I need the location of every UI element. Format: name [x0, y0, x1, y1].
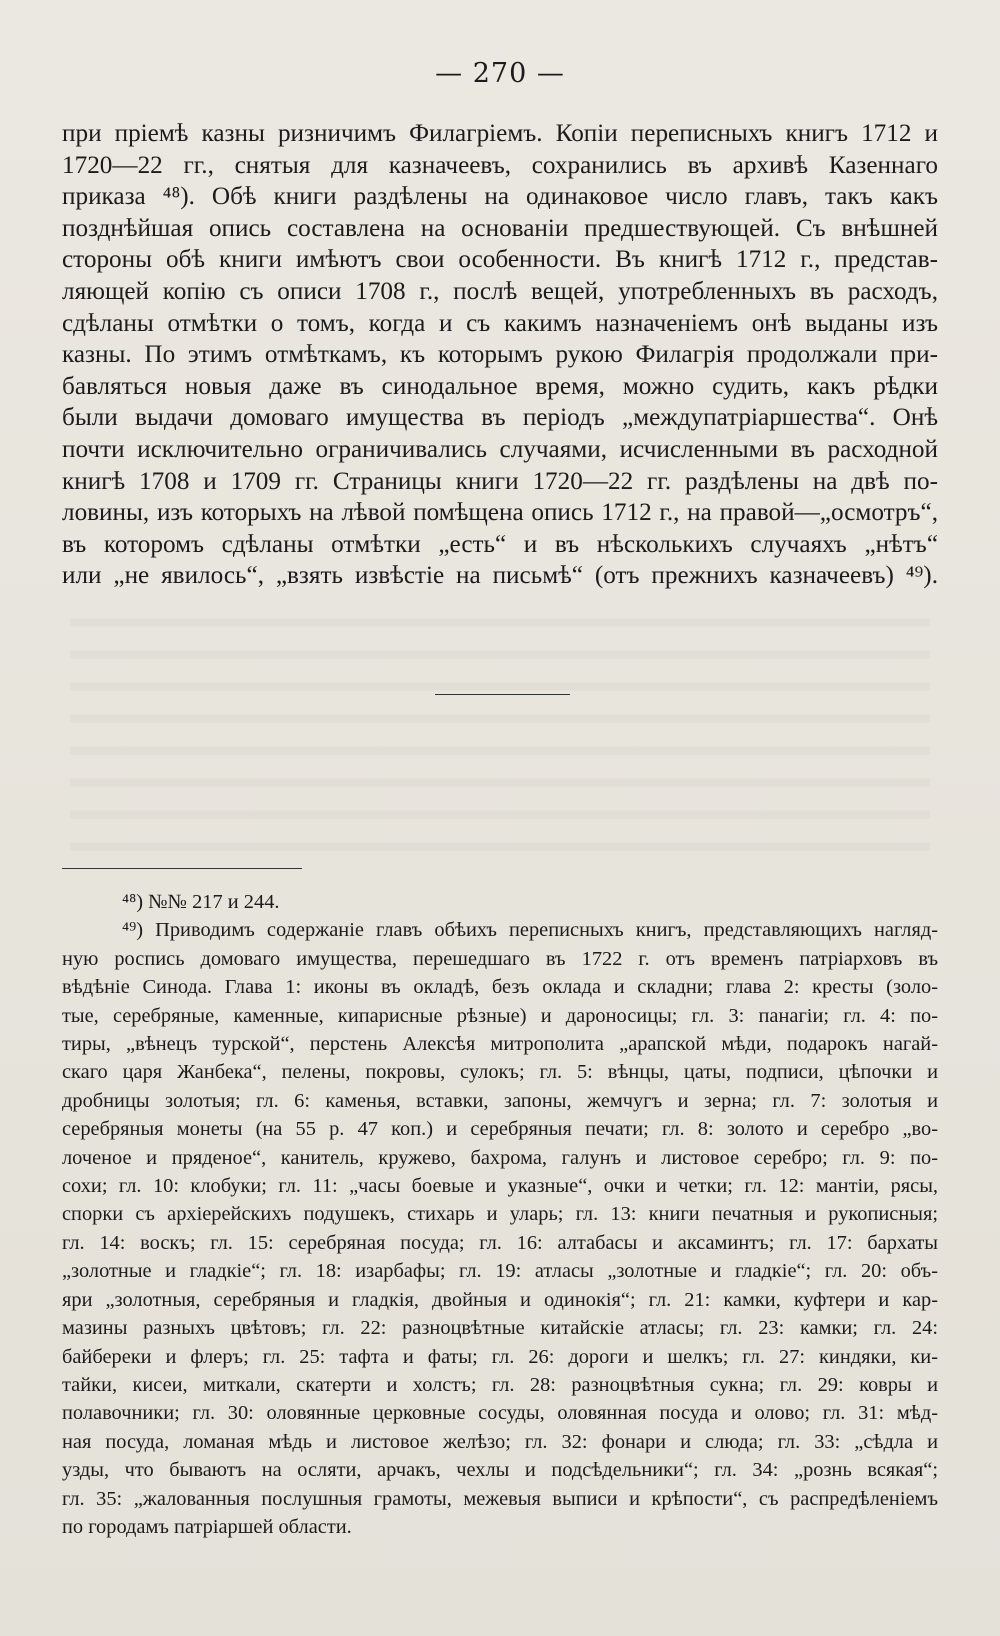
text-line: бавляться новыя даже въ синодальное время, можно судить, какъ рѣдки — [62, 372, 938, 400]
text-line: въ которомъ сдѣланы отмѣтки „есть“ и въ нѣсколькихъ случаяхъ „нѣтъ“ — [62, 530, 938, 558]
footnote-line: ⁴⁸) №№ 217 и 244. — [122, 891, 280, 913]
footnote-line: гл. 35: „жалованныя послушныя грамоты, межевыя выписи и крѣпости“, съ распредѣленіемъ — [62, 1487, 938, 1510]
footnote-line: яри „золотныя, серебряныя и гладкія, двойныя и одинокія“; гл. 21: камки, куфтери и кар- — [62, 1288, 938, 1311]
footnote-rule — [62, 868, 302, 869]
footnote-line: вѣдѣніе Синода. Глава 1: иконы въ окладѣ, безъ оклада и складни; глава 2: кресты (золо- — [62, 976, 938, 999]
footnote-line: „золотные и гладкіе“; гл. 18: изарбафы; гл. 19: атласы „золотные и гладкіе“; гл. 20: объ- — [62, 1260, 938, 1283]
text-line: позднѣйшая опись составлена на основаніи предшествующей. Съ внѣшней — [62, 214, 938, 242]
text-line: сдѣланы отмѣтки о томъ, когда и съ какимъ назначеніемъ онѣ выданы изъ — [62, 309, 938, 337]
footnote-line: сохи; гл. 10: клобуки; гл. 11: „часы боевые и указные“, очки и четки; гл. 12: мантіи, рясы, — [62, 1175, 938, 1198]
footnote-line: тиры, „вѣнецъ турской“, перстень Алексѣя митрополита „арапской мѣди, подарокъ нагай- — [62, 1033, 938, 1056]
text-line: книгѣ 1708 и 1709 гг. Страницы книги 1720—22 гг. раздѣлены на двѣ по- — [62, 467, 938, 495]
text-line: ляющей копію съ описи 1708 г., послѣ вещей, употребленныхъ въ расходъ, — [62, 277, 938, 305]
footnote-line: лоченое и пряденое“, канитель, кружево, бахрома, галунъ и листовое серебро; гл. 9: по- — [62, 1146, 938, 1169]
footnotes — [62, 888, 938, 1541]
text-line: казны. По этимъ отмѣткамъ, къ которымъ рукою Филагрія продолжали при- — [62, 341, 938, 369]
page-number: — 270 — — [435, 58, 565, 89]
text-line: были выдачи домоваго имущества въ періодъ „междупатріаршества“. Онѣ — [62, 404, 938, 432]
footnote-line: ⁴⁹) Приводимъ содержаніе главъ обѣихъ переписныхъ книгъ, представляющихъ нагляд- — [122, 919, 938, 942]
text-line: 1720—22 гг., снятыя для казначеевъ, сохранились въ архивѣ Казеннаго — [62, 151, 938, 179]
footnote-line: тайки, кисеи, миткали, скатерти и холстъ; гл. 28: разноцвѣтныя сукна; гл. 29: ковры и — [62, 1373, 938, 1396]
footnote-line: мазины разныхъ цвѣтовъ; гл. 22: разноцвѣтные китайскіе атласы; гл. 23: камки; гл. 24: — [62, 1317, 938, 1340]
footnote-line: полавочники; гл. 30: оловянные церковные сосуды, оловянная посуда и олово; гл. 31: мѣд- — [62, 1402, 938, 1425]
bleed-through-texture — [70, 600, 930, 860]
text-line: почти исключительно ограничивались случаями, исчисленными въ расходной — [62, 435, 938, 463]
footnote-line: ную роспись домоваго имущества, перешедшаго въ 1722 г. отъ временъ патріарховъ въ — [62, 947, 938, 970]
footnote-line: дробницы золотыя; гл. 6: каменья, вставки, запоны, жемчугъ и зерна; гл. 7: золотыя и — [62, 1089, 938, 1112]
footnote-line: ная посуда, ломаная мѣдь и листовое желѣзо; гл. 32: фонари и слюда; гл. 33: „сѣдла и — [62, 1430, 938, 1453]
text-line: ловины, изъ которыхъ на лѣвой помѣщена опись 1712 г., на правой—„осмотръ“, — [62, 499, 938, 527]
footnote-line: серебряныя монеты (на 55 р. 47 коп.) и серебряныя печати; гл. 8: золото и серебро „во- — [62, 1118, 938, 1141]
footnote-line: узды, что бываютъ на осляти, арчакъ, чехлы и подсѣдельники“; гл. 34: „рознь всякая“; — [62, 1459, 938, 1482]
text-line: при пріемѣ казны ризничимъ Филагріемъ. Копіи переписныхъ книгъ 1712 и — [62, 120, 938, 147]
footnote-line: по городамъ патріаршей области. — [62, 1515, 352, 1538]
footnote-line: байбереки и флеръ; гл. 25: тафта и фаты; гл. 26: дороги и шелкъ; гл. 27: киндяки, ки- — [62, 1345, 938, 1368]
main-text — [62, 118, 938, 592]
footnote-line: скаго царя Жанбека“, пелены, покровы, сулокъ; гл. 5: вѣнцы, цаты, подписи, цѣпочки и — [62, 1061, 938, 1084]
footnote-line: тые, серебряные, каменные, кипарисные рѣзные) и дароносицы; гл. 3: панагіи; гл. 4: по- — [62, 1004, 938, 1027]
text-line: или „не явилось“, „взять извѣстіе на письмѣ“ (отъ прежнихъ казначеевъ) ⁴⁹). — [62, 562, 938, 590]
text-line: приказа ⁴⁸). Обѣ книги раздѣлены на одинаковое число главъ, такъ какъ — [62, 183, 938, 211]
text-line: стороны обѣ книги имѣютъ свои особенности. Въ книгѣ 1712 г., представ- — [62, 246, 938, 274]
footnote-line: спорки съ архіерейскихъ подушекъ, стихарь и уларь; гл. 13: книги печатныя и рукописныя; — [62, 1203, 938, 1226]
section-separator — [435, 694, 570, 695]
footnote-line: гл. 14: воскъ; гл. 15: серебряная посуда; гл. 16: алтабасы и аксаминтъ; гл. 17: бархаты — [62, 1231, 938, 1254]
